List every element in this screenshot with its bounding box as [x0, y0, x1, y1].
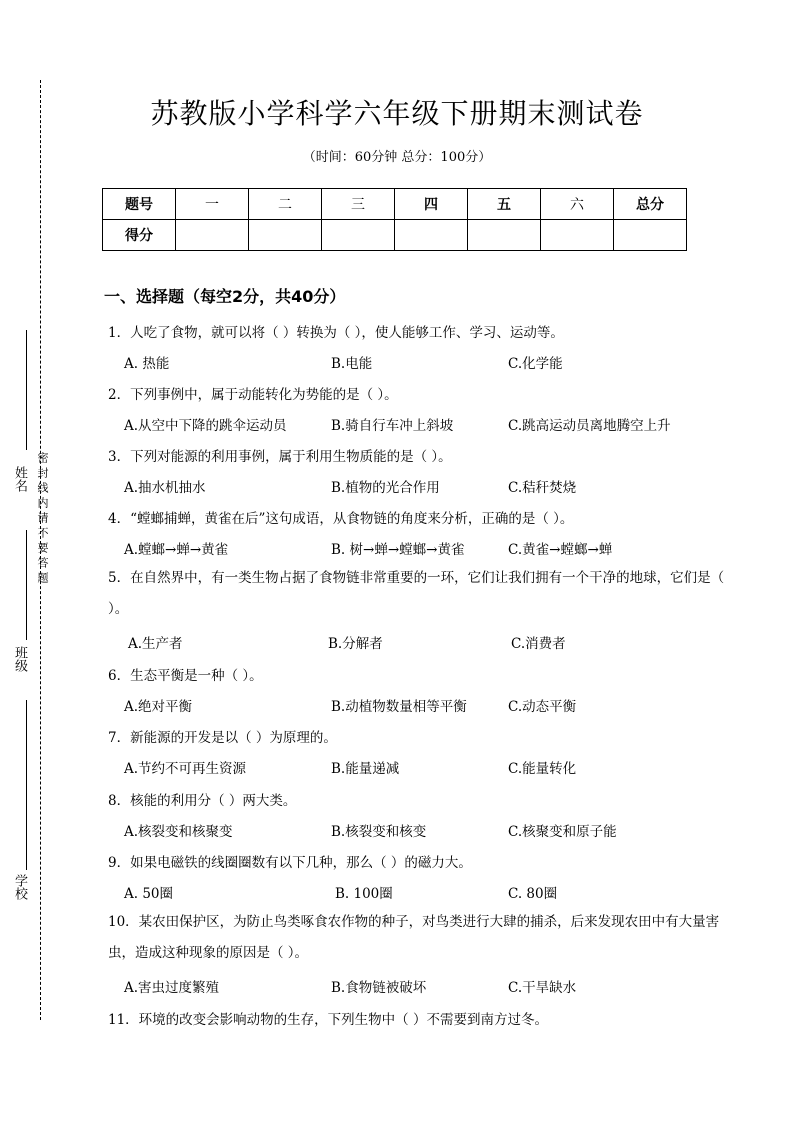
score-table: [102, 188, 687, 251]
option: C.秸秆焚烧: [508, 480, 577, 496]
question-stem: 1．人吃了食物，就可以将（ ）转换为（ ），使人能够工作、学习、运动等。: [108, 325, 564, 341]
option: A.螳螂→蝉→黄雀: [124, 542, 229, 558]
question-stem: 5．在自然界中，有一类生物占据了食物链非常重要的一环，它们让我们拥有一个干净的地球，它们是（ ）。: [108, 570, 725, 617]
option: B.能量递减: [331, 761, 400, 777]
score-cell[interactable]: [468, 220, 541, 251]
page-title: 苏教版小学科学六年级下册期末测试卷: [150, 97, 644, 130]
option: A.害虫过度繁殖: [124, 980, 220, 996]
school-underline: [26, 700, 27, 870]
option: C.干旱缺水: [508, 980, 577, 996]
question-stem: 4．“螳螂捕蝉，黄雀在后”这句成语，从食物链的角度来分析，正确的是（ ）。: [108, 511, 574, 527]
score-cell[interactable]: [395, 220, 468, 251]
question-stem: 9．如果电磁铁的线圈圈数有以下几种，那么（ ）的磁力大。: [108, 855, 472, 871]
option: A.生产者: [128, 636, 183, 652]
exam-info: （时间：60分钟 总分：100分）: [302, 150, 492, 165]
seal-notice: 密封线内请不要答题: [36, 452, 49, 587]
score-header-cell: 五: [468, 189, 541, 220]
score-header-cell: 总分: [614, 189, 687, 220]
question-stem: 7．新能源的开发是以（ ）为原理的。: [108, 730, 337, 746]
name-label: 姓名: [12, 466, 27, 492]
score-header-cell: 三: [322, 189, 395, 220]
class-label: 班级: [12, 646, 27, 672]
question-stem: 2．下列事例中，属于动能转化为势能的是（ ）。: [108, 387, 398, 403]
option: C.跳高运动员离地腾空上升: [508, 418, 671, 434]
score-cell[interactable]: [176, 220, 249, 251]
score-header-cell: 一: [176, 189, 249, 220]
question-stem: 3．下列对能源的利用事例，属于利用生物质能的是（ ）。: [108, 449, 452, 465]
option: A.抽水机抽水: [124, 480, 206, 496]
class-underline: [26, 530, 27, 640]
score-header-cell: 题号: [103, 189, 176, 220]
option: A.绝对平衡: [124, 699, 193, 715]
option: A. 热能: [124, 356, 170, 372]
score-cell[interactable]: [249, 220, 322, 251]
score-table-header-row: [103, 189, 687, 220]
school-label: 学校: [12, 874, 27, 900]
option: A.核裂变和核聚变: [124, 824, 233, 840]
option: B.食物链被破坏: [331, 980, 427, 996]
option: C.能量转化: [508, 761, 577, 777]
question-stem: 8．核能的利用分（ ）两大类。: [108, 793, 297, 809]
score-header-cell: 四: [395, 189, 468, 220]
option: B.骑自行车冲上斜坡: [331, 418, 454, 434]
score-table-score-row: [103, 220, 687, 251]
score-row-label: 得分: [103, 220, 176, 251]
question-stem: 6．生态平衡是一种（ ）。: [108, 668, 263, 684]
score-cell[interactable]: [614, 220, 687, 251]
option: B.植物的光合作用: [331, 480, 440, 496]
option: B.电能: [331, 356, 373, 372]
score-header-cell: 二: [249, 189, 322, 220]
option: C.核聚变和原子能: [508, 824, 617, 840]
question-stem: 10．某农田保护区，为防止鸟类啄食农作物的种子，对鸟类进行大肆的捕杀，后来发现农田中有大量害虫，造成这种现象的原因是（ ）。: [108, 914, 720, 961]
option: B.核裂变和核变: [331, 824, 427, 840]
option: B. 树→蝉→螳螂→黄雀: [331, 542, 465, 558]
option: B.动植物数量相等平衡: [331, 699, 467, 715]
option: B.分解者: [328, 636, 383, 652]
option: C.动态平衡: [508, 699, 577, 715]
question-stem: 11．环境的改变会影响动物的生存，下列生物中（ ）不需要到南方过冬。: [108, 1012, 548, 1028]
section-heading: 一、选择题（每空2分，共40分）: [104, 287, 346, 306]
score-cell[interactable]: [322, 220, 395, 251]
option: A.节约不可再生资源: [124, 761, 247, 777]
option: B. 100圈: [335, 886, 393, 902]
score-header-cell: 六: [541, 189, 614, 220]
option: C.化学能: [508, 356, 563, 372]
option: A. 50圈: [124, 886, 174, 902]
name-underline: [26, 330, 27, 450]
option: C. 80圈: [508, 886, 558, 902]
option: C.消费者: [511, 636, 566, 652]
option: A.从空中下降的跳伞运动员: [124, 418, 287, 434]
score-cell[interactable]: [541, 220, 614, 251]
option: C.黄雀→螳螂→蝉: [508, 542, 613, 558]
